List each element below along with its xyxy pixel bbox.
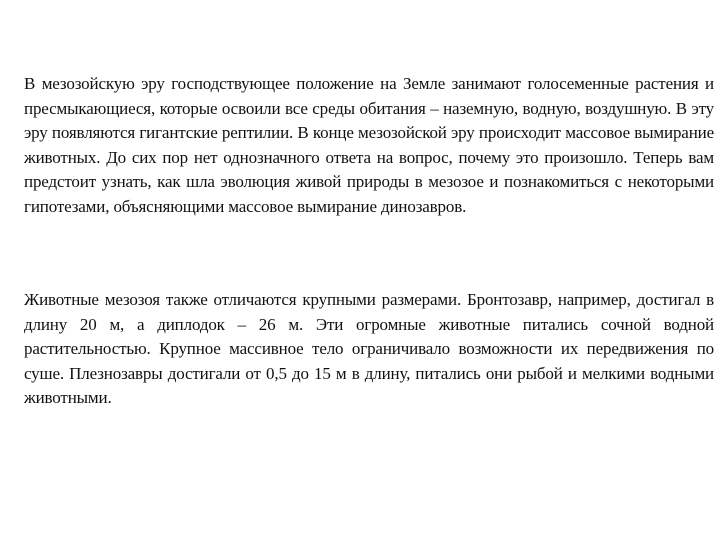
paragraph-mesozoic-animals: Животные мезозоя также отличаются крупными размерами. Бронтозавр, например, достигал в длину 20 м, а диплодок – 26 м. Эти огромные животные питались сочной водной растительностью. Крупное массивное тело ограничивало возможности их передвижения по суше. Плезнозавры достигали от 0,5 до 15 м в длину, питались они рыбой и мелкими водными животными. xyxy=(24,290,714,408)
paragraph-mesozoic-era: В мезозойскую эру господствующее положение на Земле занимают голосеменные растения и пресмыкающиеся, которые освоили все среды обитания – наземную, водную, воздушную. В эту эру появляются гигантские рептилии. В конце мезозойской эру происходит массовое вымирание животных. До сих пор нет однозначного ответа на вопрос, почему это произошло. Теперь вам предстоит узнать, как шла эволюция живой природы в мезозое и познакомиться с некоторыми гипотезами, объясняющими массовое вымирание динозавров. xyxy=(24,74,714,216)
